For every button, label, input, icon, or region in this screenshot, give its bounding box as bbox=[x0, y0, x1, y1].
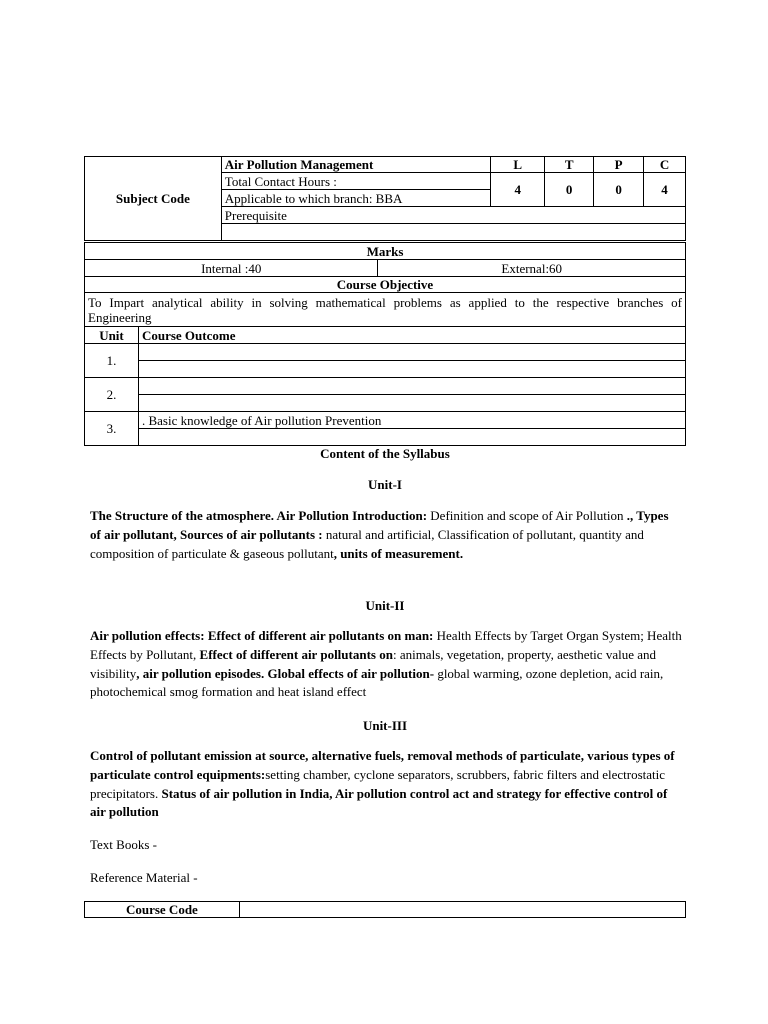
course-outcome-column-header: Course Outcome bbox=[138, 327, 685, 344]
external-marks: External:60 bbox=[378, 260, 686, 277]
course-objective-heading: Course Objective bbox=[85, 277, 686, 293]
unit-2-content bbox=[90, 627, 682, 702]
unit-3-content bbox=[90, 747, 682, 822]
subject-code-label: Subject Code bbox=[85, 157, 222, 241]
text-segment: ., Types of air pollutant, Sources of air pollutants : bbox=[90, 508, 669, 542]
text-segment: global warming, ozone depletion, acid rain, photochemical smog formation and heat island effect bbox=[90, 665, 664, 700]
ltpc-label-l: L bbox=[491, 157, 545, 173]
subject-title: Air Pollution Management bbox=[221, 157, 491, 173]
course-code-value bbox=[239, 902, 685, 918]
ltpc-label-p: P bbox=[594, 157, 644, 173]
reference-material: Reference Material - bbox=[90, 870, 198, 885]
text-segment: natural and artificial, Classification of pollutant, quantity and composition of particulate & gaseous pollutant bbox=[90, 526, 644, 561]
unit-3-title: Unit-III bbox=[362, 718, 408, 733]
text-segment: Status of air pollution in India, Air pollution control act and strategy for effective control of air pollution bbox=[90, 785, 668, 820]
unit-2-title: Unit-II bbox=[365, 598, 405, 613]
marks-objective-table bbox=[84, 242, 686, 446]
course-code-table bbox=[84, 901, 686, 918]
applicable-branch: Applicable to which branch: BBA bbox=[221, 190, 491, 207]
prerequisite: Prerequisite bbox=[221, 207, 685, 224]
ltpc-label-c: C bbox=[644, 157, 686, 173]
subject-header-table bbox=[84, 156, 686, 241]
total-contact-hours: Total Contact Hours : bbox=[221, 173, 491, 190]
unit-2-outcome-line-2 bbox=[138, 395, 685, 412]
unit-2-outcome-line-1 bbox=[138, 378, 685, 395]
unit-3-outcome-line-1: . Basic knowledge of Air pollution Prevention bbox=[138, 412, 685, 429]
unit-3-outcome-line-2 bbox=[138, 429, 685, 446]
unit-1-content bbox=[90, 507, 682, 563]
ltpc-value-l: 4 bbox=[491, 173, 545, 207]
syllabus-title: Content of the Syllabus bbox=[320, 446, 450, 461]
text-segment: Health Effects by Target Organ System; Health Effects by Pollutant, bbox=[90, 628, 682, 662]
text-segment: Definition and scope of Air Pollution bbox=[427, 508, 627, 523]
text-segment: , units of measurement. bbox=[333, 545, 464, 561]
unit-1-label: 1. bbox=[85, 344, 139, 378]
unit-1-outcome-line-1 bbox=[138, 344, 685, 361]
unit-1-outcome-line-2 bbox=[138, 361, 685, 378]
unit-column-header: Unit bbox=[85, 327, 139, 344]
text-segment: The Structure of the atmosphere. Air Pollution Introduction: bbox=[90, 508, 428, 523]
ltpc-value-p: 0 bbox=[594, 173, 644, 207]
text-segment: Effect of different air pollutants on bbox=[199, 646, 393, 662]
course-code-label: Course Code bbox=[85, 902, 240, 918]
unit-2-label: 2. bbox=[85, 378, 139, 412]
ltpc-value-c: 4 bbox=[644, 173, 686, 207]
prerequisite-value bbox=[221, 224, 685, 241]
unit-1-title: Unit-I bbox=[368, 477, 402, 492]
text-segment: Control of pollutant emission at source, alternative fuels, removal methods of particulate, various types of particulate control equipments: bbox=[90, 748, 675, 782]
text-segment: Air pollution effects: Effect of different air pollutants on man: bbox=[90, 628, 434, 643]
text-segment: setting chamber, cyclone separators, scrubbers, fabric filters and electrostatic precipitators. bbox=[90, 766, 666, 801]
text-segment: : animals, vegetation, property, aesthetic value and visibility bbox=[90, 646, 656, 681]
text-segment: , air pollution episodes. Global effects of air pollution- bbox=[136, 665, 435, 681]
internal-marks: Internal :40 bbox=[85, 260, 378, 277]
unit-3-label: 3. bbox=[85, 412, 139, 446]
ltpc-value-t: 0 bbox=[545, 173, 594, 207]
course-objective-text: To Impart analytical ability in solving mathematical problems as applied to the respective branches of Engineering bbox=[85, 293, 686, 327]
marks-heading: Marks bbox=[85, 243, 686, 260]
text-books: Text Books - bbox=[90, 837, 157, 852]
ltpc-label-t: T bbox=[545, 157, 594, 173]
